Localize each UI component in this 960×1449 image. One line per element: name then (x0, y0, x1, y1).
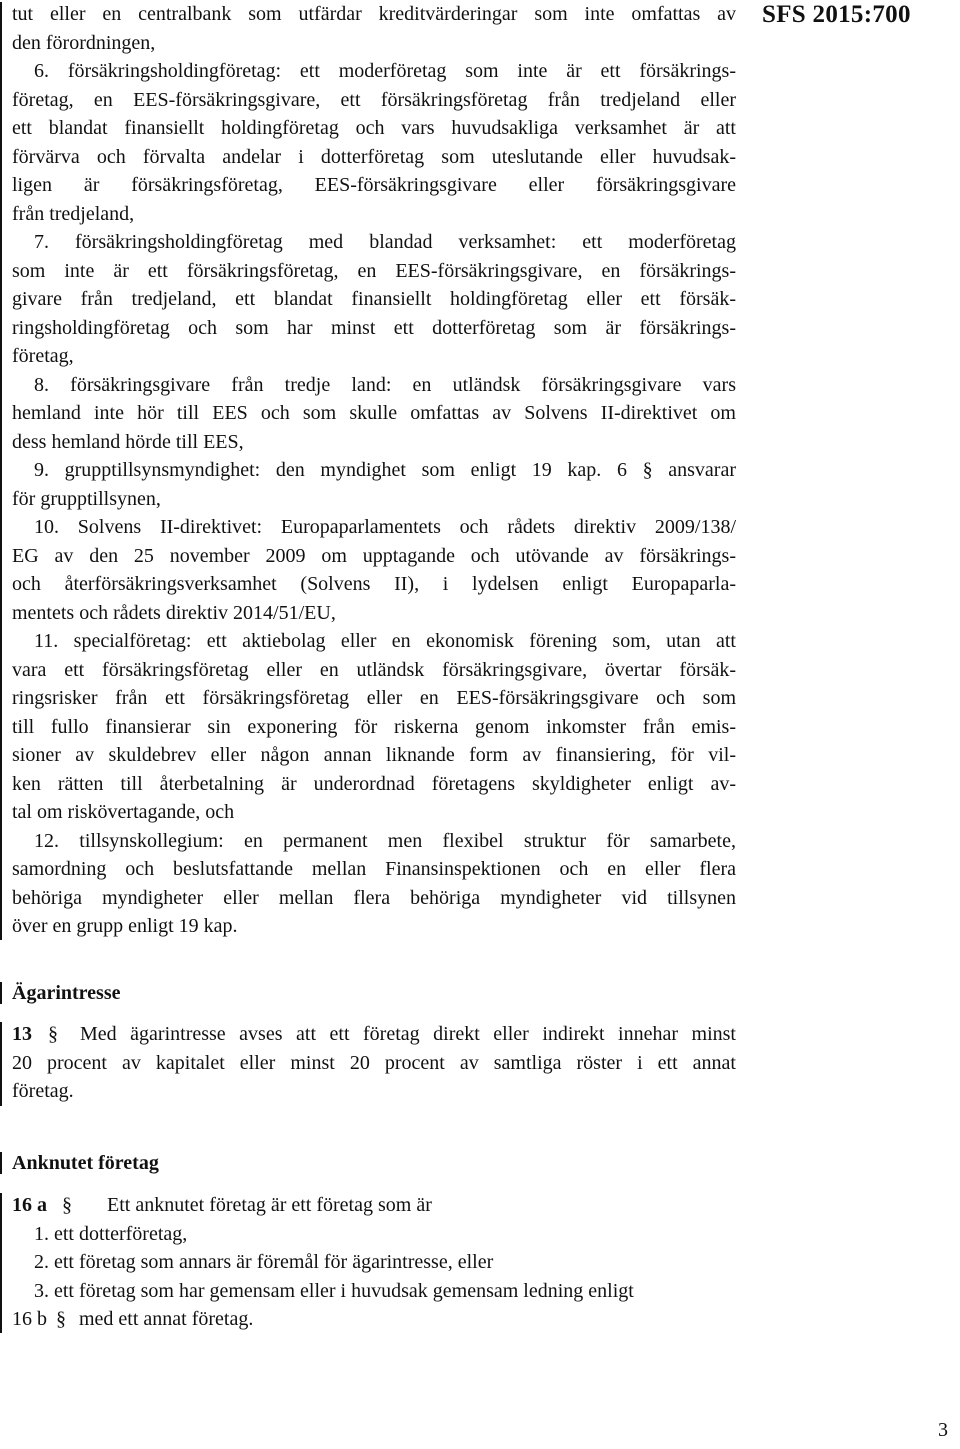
page-number: 3 (938, 1419, 948, 1441)
definition-item-10: 10. Solvens II-direktivet: Europaparlamentets och rådets direktiv 2009/138/ (34, 516, 736, 538)
text-line: 20 procent av kapitalet eller minst 20 procent av samtliga röster i ett annat (12, 1051, 736, 1074)
paragraph-number: 16 a (12, 1194, 47, 1216)
change-bar (0, 982, 2, 1004)
text-line: vara ett försäkringsföretag eller en utländsk försäkringsgivare, övertar försäk- (12, 658, 736, 681)
definitions-list (12, 0, 736, 941)
text-line: tut eller en centralbank som utfärdar kreditvärderingar som inte omfattas av (12, 3, 736, 25)
definition-item-6: 6. försäkringsholdingföretag: ett moderföretag som inte är ett försäkrings- (34, 60, 736, 82)
text-line (12, 1305, 736, 1334)
list-item: 1. ett dotterföretag, (34, 1222, 188, 1245)
text-line: som inte är ett försäkringsföretag, en EES-försäkringsgivare, en försäkrings- (12, 259, 736, 282)
text-line: Ett anknutet företag är ett företag som är (107, 1194, 432, 1216)
text-line: ligen är försäkringsföretag, EES-försäkringsgivare eller försäkringsgivare (12, 174, 736, 196)
definition-item-11: 11. specialföretag: ett aktiebolag eller en ekonomisk förening som, utan att (34, 630, 736, 652)
text-line: givare från tredjeland, ett blandat finansiellt holdingföretag eller ett försäk- (12, 288, 736, 310)
definition-item-9: 9. grupptillsynsmyndighet: den myndighet som enligt 19 kap. 6 § ansvarar (34, 459, 736, 481)
text-line: företag. (12, 1080, 74, 1102)
text-line: för grupptillsynen, (12, 487, 161, 510)
sfs-number: SFS 2015:700 (762, 1, 911, 28)
text-line: företag, en EES-försäkringsgivare, ett försäkringsföretag från tredjeland eller (12, 88, 736, 111)
definition-item-8: 8. försäkringsgivare från tredje land: en utländsk försäkringsgivare vars (34, 373, 736, 396)
paragraph-symbol: § (56, 1308, 66, 1330)
text-line: ringsrisker från ett försäkringsföretag eller en EES-försäkringsgivare och som (12, 687, 736, 709)
text-line: samordning och beslutsfattande mellan Finansinspektionen och en eller flera (12, 858, 736, 880)
text-line: mentets och rådets direktiv 2014/51/EU, (12, 601, 336, 624)
text-line: ken rätten till återbetalning är underordnad företagens skyldigheter enligt av- (12, 772, 736, 795)
section-heading-agarintresse: Ägarintresse (12, 982, 121, 1004)
change-bar (0, 1152, 2, 1174)
text-line: förvärva och förvalta andelar i dotterföretag som uteslutande eller huvudsak- (12, 145, 736, 168)
paragraph-13 (12, 1020, 736, 1106)
definition-item-7: 7. försäkringsholdingföretag med blandad verksamhet: ett moderföretag (34, 231, 736, 253)
text-line: hemland inte hör till EES och som skulle omfattas av Solvens II-direktivet om (12, 402, 736, 424)
text-line: med ett annat företag. (79, 1308, 254, 1330)
text-line: behöriga myndigheter eller mellan flera behöriga myndigheter vid tillsynen (12, 886, 736, 909)
change-bar (0, 1022, 2, 1106)
reference-paragraph-number: 16 b (12, 1308, 47, 1330)
text-line: företag, (12, 345, 74, 367)
text-line: tal om riskövertagande, och (12, 801, 235, 823)
change-bar (0, 2, 2, 940)
text-line: Med ägarintresse avses att ett företag direkt eller indirekt innehar minst (80, 1023, 736, 1045)
list-item: 2. ett företag som annars är föremål för ägarintresse, eller (34, 1251, 494, 1273)
change-bar (0, 1193, 2, 1333)
text-line: ett blandat finansiellt holdingföretag och vars huvudsakliga verksamhet är att (12, 117, 736, 139)
paragraph-number: 13 (12, 1023, 32, 1045)
paragraph-first-line (12, 1191, 736, 1220)
text-line: EG av den 25 november 2009 om upptagande och utövande av försäkrings- (12, 544, 736, 567)
text-line: den förordningen, (12, 31, 156, 54)
definition-item-12: 12. tillsynskollegium: en permanent men flexibel struktur för samarbete, (34, 829, 736, 852)
text-line: dess hemland hörde till EES, (12, 430, 244, 453)
text-line: till fullo finansierar sin exponering för riskerna genom inkomster från emis- (12, 715, 736, 738)
text-line: sioner av skuldebrev eller någon annan liknande form av finansiering, för vil- (12, 744, 736, 766)
section-heading-anknutet-foretag: Anknutet företag (12, 1152, 159, 1174)
text-line: och återförsäkringsverksamhet (Solvens II), i lydelsen enligt Europaparla- (12, 573, 736, 595)
list-item: 3. ett företag som har gemensam eller i huvudsak gemensam ledning enligt (34, 1279, 634, 1302)
paragraph-symbol: § (62, 1194, 72, 1216)
paragraph-first-line (12, 1020, 736, 1049)
text-line: ringsholdingföretag och som har minst ett dotterföretag som är försäkrings- (12, 316, 736, 339)
paragraph-16a (12, 1191, 736, 1334)
paragraph-symbol: § (48, 1023, 58, 1045)
text-line: från tredjeland, (12, 202, 135, 225)
text-line: över en grupp enligt 19 kap. (12, 915, 238, 937)
